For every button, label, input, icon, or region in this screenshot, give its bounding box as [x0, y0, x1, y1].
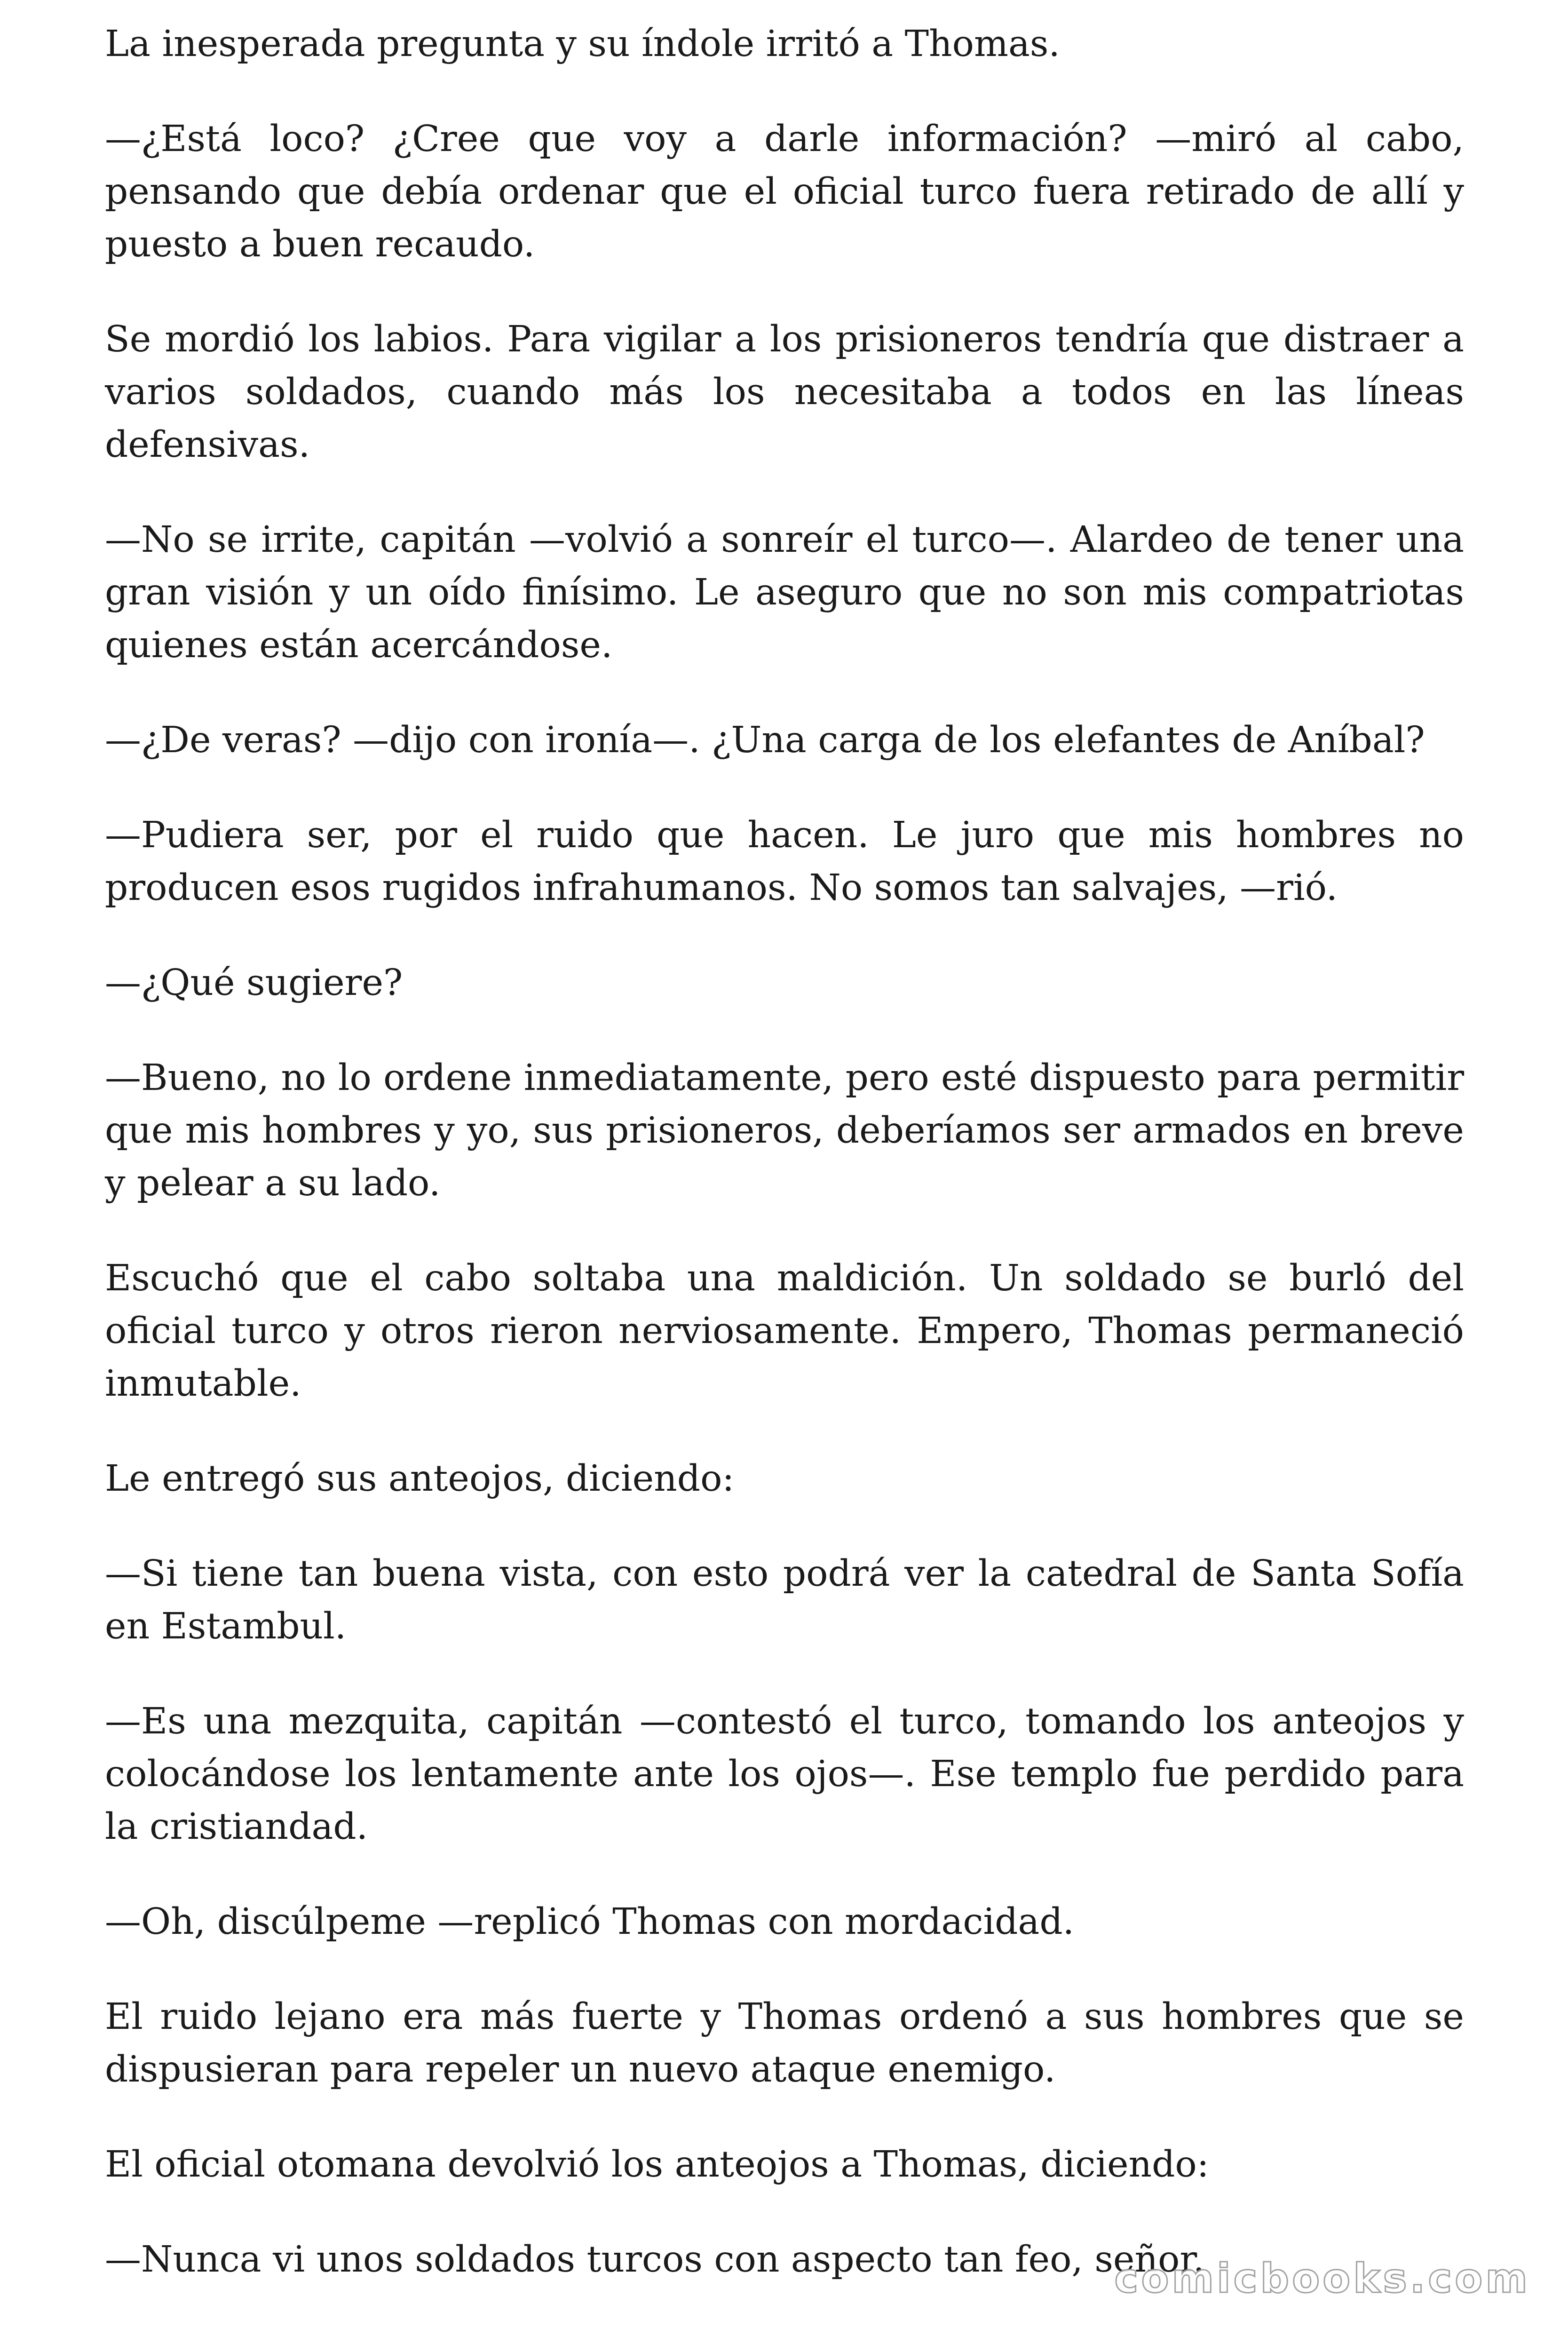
paragraph-8: —Bueno, no lo ordene inmediatamente, pero esté dispuesto para permitir que mis hombres y yo, sus prisioneros, deberíamos ser armados en breve y pelear a su lado.: [105, 1057, 1464, 1204]
paragraph-5: —¿De veras? —dijo con ironía—. ¿Una carga de los elefantes de Aníbal?: [105, 719, 1425, 761]
paragraph-7: —¿Qué sugiere?: [105, 962, 403, 1004]
paragraph-11: —Si tiene tan buena vista, con esto podrá ver la catedral de Santa Sofía en Estambul.: [105, 1553, 1464, 1647]
paragraph-4: —No se irrite, capitán —volvió a sonreír el turco—. Alardeo de tener una gran visión y un oído finísimo. Le aseguro que no son mis compatriotas quienes están acercándose.: [105, 519, 1464, 666]
paragraph-1: La inesperada pregunta y su índole irritó a Thomas.: [105, 23, 1060, 65]
body-text: [105, 18, 1464, 2286]
paragraph-2: —¿Está loco? ¿Cree que voy a darle información? —miró al cabo, pensando que debía ordenar que el oficial turco fuera retirado de allí y puesto a buen recaudo.: [105, 118, 1464, 265]
paragraph-9: Escuchó que el cabo soltaba una maldición. Un soldado se burló del oficial turco y otros rieron nerviosamente. Empero, Thomas permaneció inmutable.: [105, 1257, 1464, 1405]
paragraph-14: El ruido lejano era más fuerte y Thomas ordenó a sus hombres que se dispusieran para repeler un nuevo ataque enemigo.: [105, 1996, 1464, 2090]
paragraph-12: —Es una mezquita, capitán —contestó el turco, tomando los anteojos y colocándose los lentamente ante los ojos—. Ese templo fue perdido para la cristiandad.: [105, 1700, 1464, 1848]
paragraph-16: —Nunca vi unos soldados turcos con aspecto tan feo, señor.: [105, 2239, 1205, 2280]
paragraph-13: —Oh, discúlpeme —replicó Thomas con mordacidad.: [105, 1901, 1075, 1943]
paragraph-3: Se mordió los labios. Para vigilar a los prisioneros tendría que distraer a varios soldados, cuando más los necesitaba a todos en las líneas defensivas.: [105, 318, 1464, 466]
watermark: comicbooks.com: [1114, 2255, 1530, 2302]
paragraph-15: El oficial otomana devolvió los anteojos a Thomas, diciendo:: [105, 2144, 1209, 2185]
paragraph-10: Le entregó sus anteojos, diciendo:: [105, 1458, 735, 1500]
paragraph-6: —Pudiera ser, por el ruido que hacen. Le juro que mis hombres no producen esos rugidos infrahumanos. No somos tan salvajes, —rió.: [105, 814, 1464, 909]
